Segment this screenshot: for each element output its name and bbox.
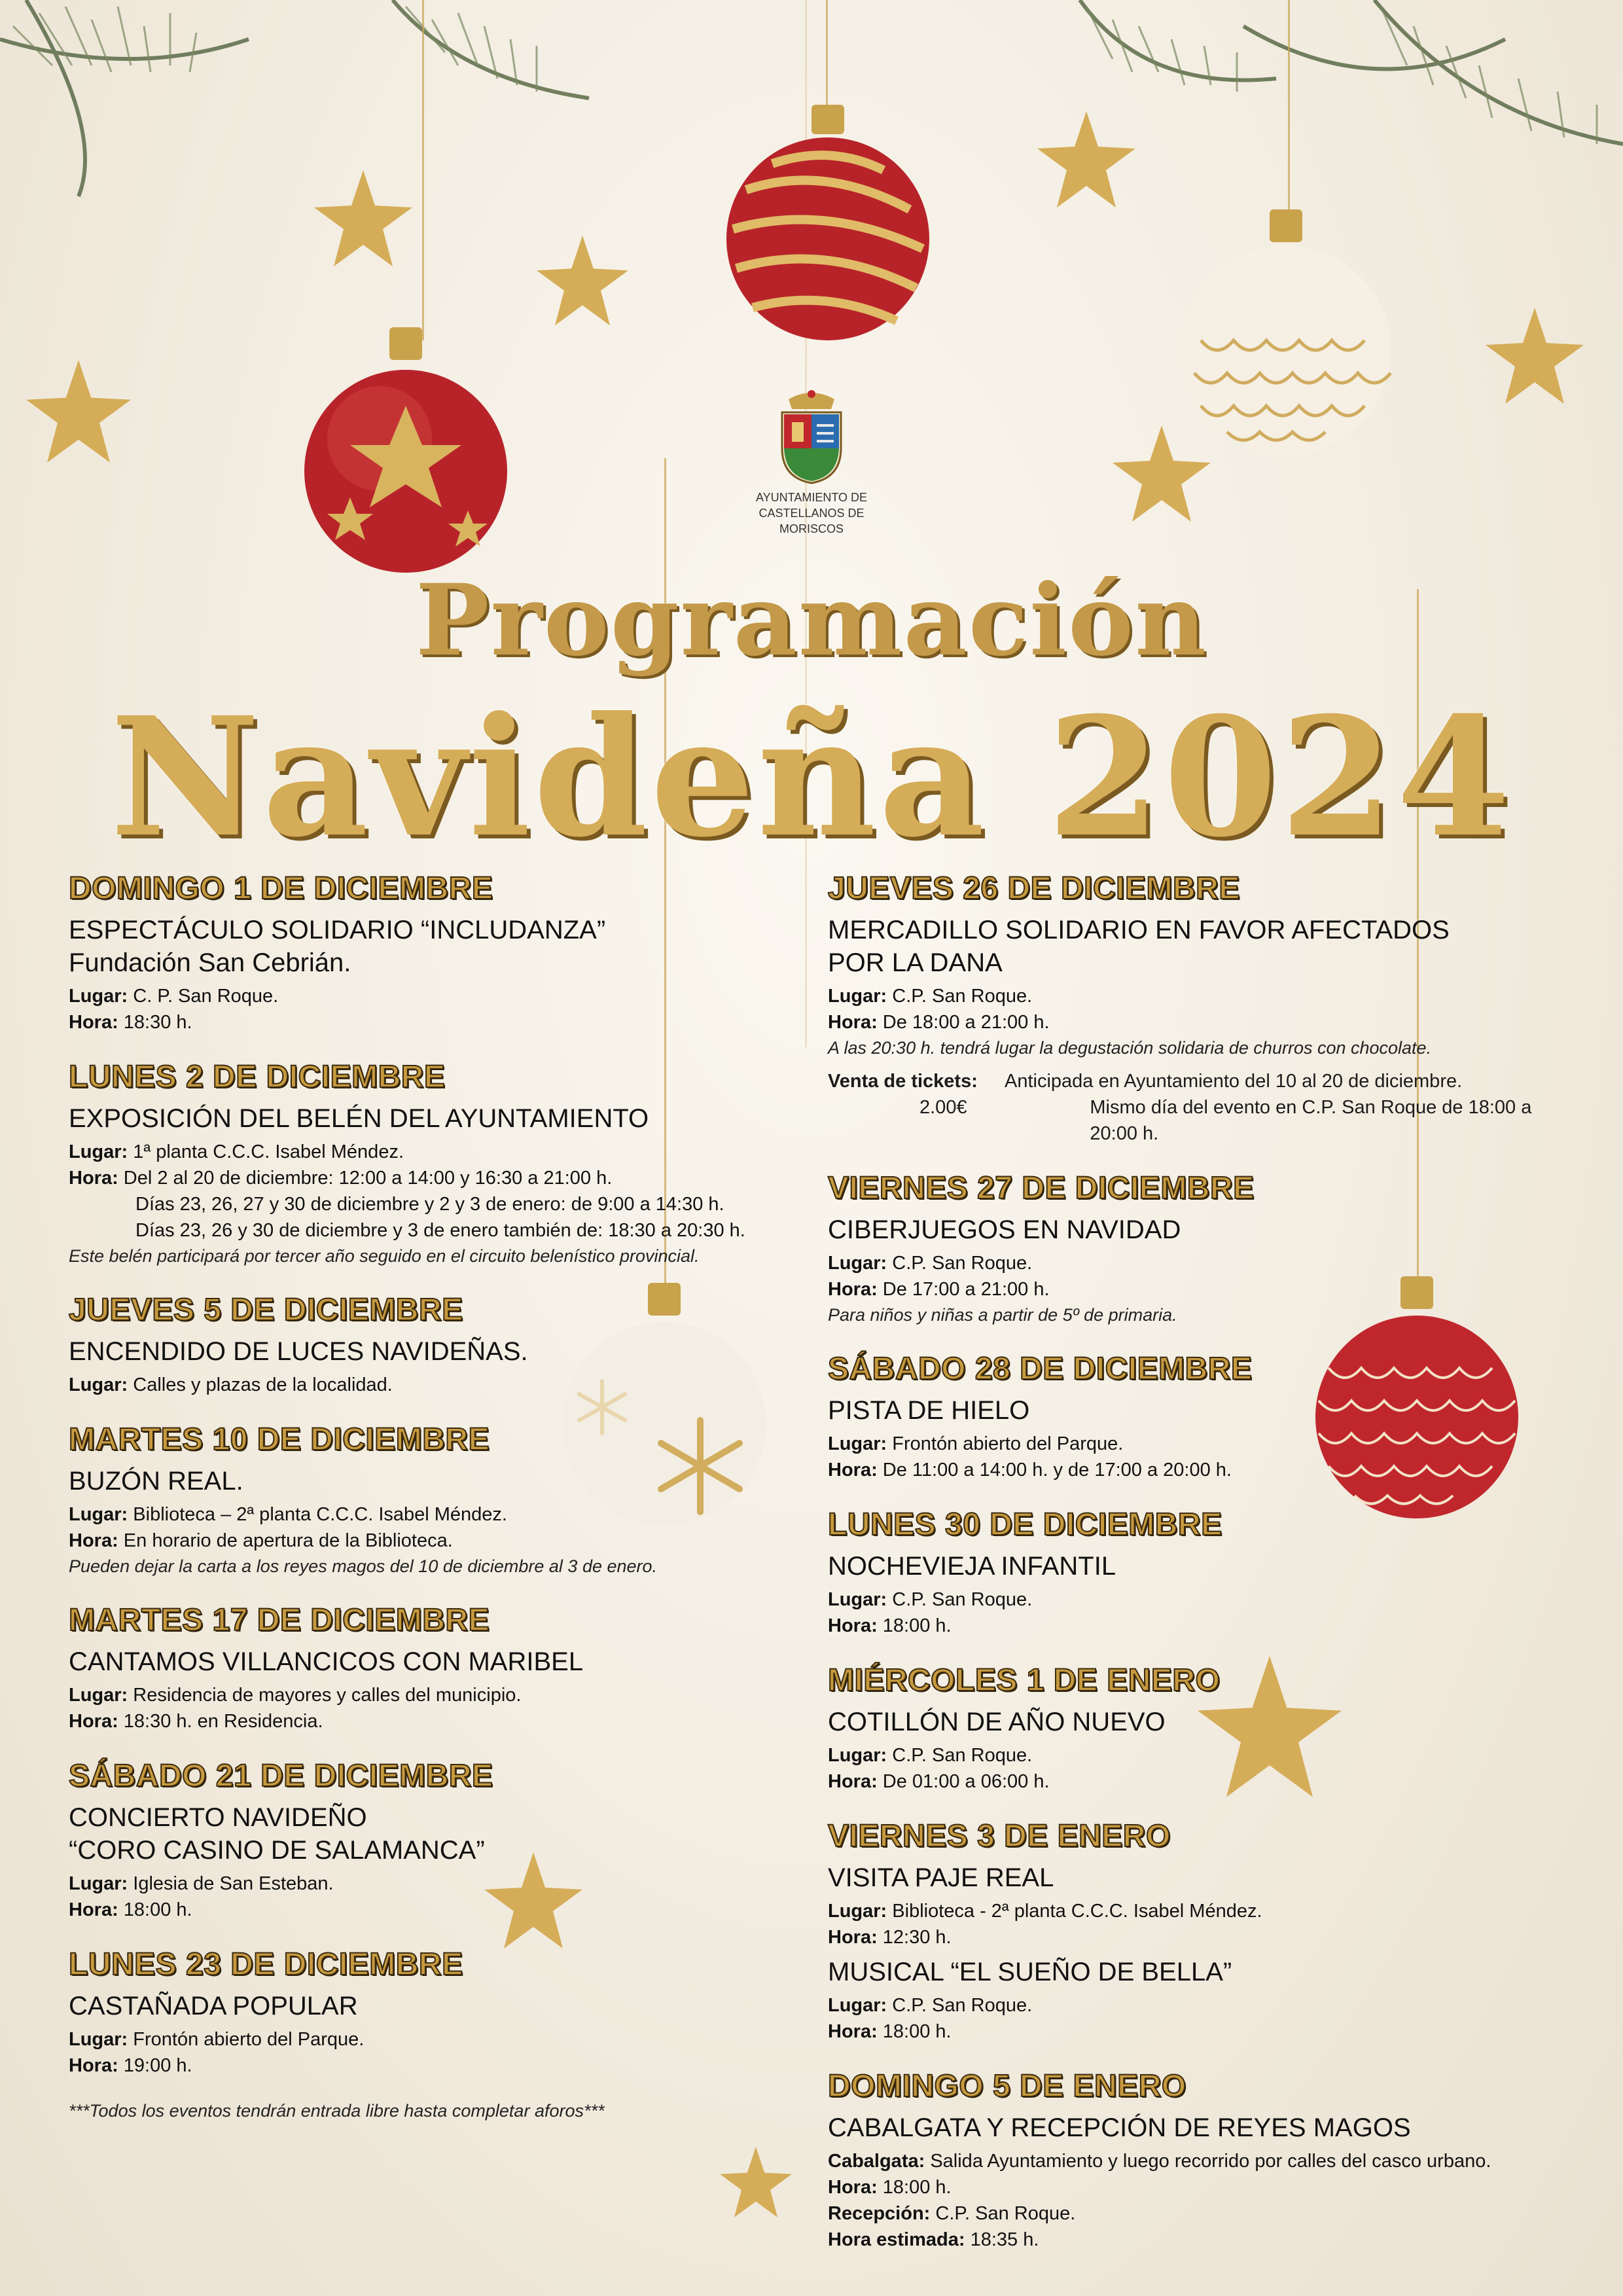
event-hora: Hora: De 11:00 a 14:00 h. y de 17:00 a 20:00 h. [828, 1460, 1232, 1480]
gold-star-icon [1037, 111, 1135, 209]
coat-of-arms-icon [772, 386, 851, 484]
event-name: CABALGATA Y RECEPCIÓN DE REYES MAGOS [828, 2113, 1411, 2142]
event-lugar: Lugar: 1ª planta C.C.C. Isabel Méndez. [69, 1141, 404, 1162]
event-lugar: Lugar: Frontón abierto del Parque. [69, 2029, 365, 2050]
event-note: A las 20:30 h. tendrá lugar la degustación solidaria de churros con chocolate. [828, 1038, 1432, 1058]
event-lugar: Lugar: Biblioteca - 2ª planta C.C.C. Isabel Méndez. [828, 1901, 1262, 1922]
event-name: MERCADILLO SOLIDARIO EN FAVOR AFECTADOS [828, 916, 1450, 944]
ornament-string [1288, 0, 1290, 216]
event-date: MIÉRCOLES 1 DE ENERO [828, 1663, 1221, 1698]
event-lugar: Lugar: C.P. San Roque. [828, 1745, 1033, 1766]
event-subtitle: Fundación San Cebrián. [69, 948, 351, 977]
tickets-same-day: Mismo día del evento en C.P. San Roque de 18:00 a 20:00 h. [1090, 1097, 1532, 1144]
event-dec-2 [69, 1059, 821, 1268]
town-logo [746, 386, 877, 537]
event-hora: Hora: De 01:00 a 06:00 h. [828, 1771, 1050, 1792]
title-navidena-2024: Navideña 2024 [110, 681, 1513, 873]
event-hora-musical: Hora: 18:00 h. [828, 2021, 952, 2042]
event-lugar: Lugar: Residencia de mayores y calles del municipio. [69, 1685, 522, 1706]
event-hora: Hora: 12:30 h. [828, 1927, 952, 1948]
tickets-label: Venta de tickets: [828, 1071, 978, 1092]
event-hora: Hora: 19:00 h. [69, 2055, 192, 2076]
gold-star-icon [1113, 425, 1211, 524]
event-cabalgata: Cabalgata: Salida Ayuntamiento y luego recorrido por calles del casco urbano. [828, 2151, 1491, 2172]
tickets-row-1 [828, 1068, 1567, 1094]
logo-caption-line1: AYUNTAMIENTO DE [755, 491, 867, 504]
event-hora: Hora: De 17:00 a 21:00 h. [828, 1279, 1050, 1300]
event-hora: Hora: 18:00 h. [69, 1899, 192, 1920]
event-name: VISITA PAJE REAL [828, 1863, 1054, 1892]
event-name: CASTAÑADA POPULAR [69, 1992, 358, 2020]
event-lugar: Lugar: C. P. San Roque. [69, 986, 279, 1007]
title-programacion: Programación [415, 563, 1208, 678]
event-name: PISTA DE HIELO [828, 1396, 1030, 1425]
event-dec-5 [69, 1292, 821, 1398]
event-lugar: Lugar: Calles y plazas de la localidad. [69, 1374, 393, 1395]
event-dec-28 [828, 1351, 1567, 1483]
event-date: VIERNES 27 DE DICIEMBRE [828, 1171, 1255, 1206]
event-dec-21 [69, 1758, 821, 1923]
event-hora-estimada: Hora estimada: 18:35 h. [828, 2229, 1039, 2250]
event-hora: Hora: De 18:00 a 21:00 h. [828, 1012, 1050, 1033]
event-jan-1 [828, 1662, 1567, 1795]
event-name: NOCHEVIEJA INFANTIL [828, 1552, 1116, 1581]
event-date: SÁBADO 28 DE DICIEMBRE [828, 1352, 1253, 1386]
event-hora: Hora: 18:00 h. [828, 2177, 952, 2198]
event-hora: Hora: 18:00 h. [828, 1615, 952, 1636]
event-date: MARTES 17 DE DICIEMBRE [69, 1603, 490, 1638]
event-hora: Hora: Del 2 al 20 de diciembre: 12:00 a 14:00 y 16:30 a 21:00 h. [69, 1168, 613, 1189]
event-date: JUEVES 5 DE DICIEMBRE [69, 1293, 463, 1327]
event-hora: Hora: 18:30 h. en Residencia. [69, 1711, 323, 1732]
event-dec-1 [69, 870, 821, 1035]
tickets-row-2 [828, 1094, 1567, 1147]
event-name: CANTAMOS VILLANCICOS CON MARIBEL [69, 1647, 584, 1676]
event-lugar: Lugar: C.P. San Roque. [828, 1589, 1033, 1610]
gold-star-icon [314, 170, 412, 268]
event-jan-5 [828, 2068, 1567, 2253]
event-lugar: Lugar: C.P. San Roque. [828, 986, 1033, 1007]
event-lugar: Lugar: C.P. San Roque. [828, 1253, 1033, 1274]
gold-star-icon [26, 360, 131, 465]
event-name: BUZÓN REAL. [69, 1467, 243, 1496]
event-name-musical: MUSICAL “EL SUEÑO DE BELLA” [828, 1958, 1232, 1986]
event-note: Para niños y niñas a partir de 5º de primaria. [828, 1305, 1177, 1325]
event-subtitle: POR LA DANA [828, 948, 1003, 977]
gold-star-icon [1486, 308, 1584, 406]
event-lugar: Lugar: Iglesia de San Esteban. [69, 1873, 334, 1894]
gold-star-icon [537, 236, 628, 327]
event-date: LUNES 2 DE DICIEMBRE [69, 1060, 446, 1094]
event-dec-27 [828, 1170, 1567, 1327]
event-name: EXPOSICIÓN DEL BELÉN DEL AYUNTAMIENTO [69, 1104, 649, 1133]
event-jan-3 [828, 1818, 1567, 2045]
event-date: SÁBADO 21 DE DICIEMBRE [69, 1759, 493, 1793]
event-date: LUNES 30 DE DICIEMBRE [828, 1507, 1222, 1542]
event-hora-line2: Días 23, 26, 27 y 30 de diciembre y 2 y 3 de enero: de 9:00 a 14:30 h. [135, 1194, 724, 1215]
ornament-string [422, 0, 424, 340]
right-column [828, 870, 1567, 2276]
ticket-price: 2.00€ [919, 1097, 967, 1118]
red-striped-ornament [720, 98, 936, 360]
event-note: Este belén participará por tercer año seguido en el circuito belenístico provincial. [69, 1246, 700, 1266]
event-dec-17 [69, 1602, 821, 1734]
event-date: LUNES 23 DE DICIEMBRE [69, 1947, 463, 1982]
event-date: VIERNES 3 DE ENERO [828, 1819, 1171, 1854]
event-date: DOMINGO 5 DE ENERO [828, 2069, 1186, 2104]
event-dec-26 [828, 870, 1567, 1147]
event-name: ENCENDIDO DE LUCES NAVIDEÑAS. [69, 1337, 528, 1366]
tickets-advance: Anticipada en Ayuntamiento del 10 al 20 de diciembre. [1005, 1071, 1463, 1092]
event-date: JUEVES 26 DE DICIEMBRE [828, 871, 1240, 906]
event-subtitle: “CORO CASINO DE SALAMANCA” [69, 1836, 485, 1865]
event-name: CIBERJUEGOS EN NAVIDAD [828, 1215, 1181, 1244]
event-date: DOMINGO 1 DE DICIEMBRE [69, 871, 493, 906]
event-dec-23 [69, 1946, 821, 2079]
event-lugar-musical: Lugar: C.P. San Roque. [828, 1995, 1033, 2016]
event-hora: Hora: En horario de apertura de la Biblioteca. [69, 1530, 453, 1551]
event-note: Pueden dejar la carta a los reyes magos del 10 de diciembre al 3 de enero. [69, 1556, 658, 1576]
logo-caption-line2: CASTELLANOS DE MORISCOS [758, 507, 865, 535]
event-dec-30 [828, 1507, 1567, 1639]
event-recepcion: Recepción: C.P. San Roque. [828, 2203, 1076, 2224]
footer-note: ***Todos los eventos tendrán entrada libre hasta completar aforos*** [69, 2101, 605, 2121]
ornament-string [826, 0, 828, 111]
gold-star-icon [720, 2147, 792, 2219]
event-name: COTILLÓN DE AÑO NUEVO [828, 1708, 1166, 1736]
event-name: ESPECTÁCULO SOLIDARIO “INCLUDANZA” [69, 916, 606, 944]
event-lugar: Lugar: Frontón abierto del Parque. [828, 1433, 1124, 1454]
event-hora-line3: Días 23, 26 y 30 de diciembre y 3 de enero también de: 18:30 a 20:30 h. [135, 1220, 745, 1241]
event-name: CONCIERTO NAVIDEÑO [69, 1803, 367, 1832]
event-hora: Hora: 18:30 h. [69, 1012, 192, 1033]
event-lugar: Lugar: Biblioteca – 2ª planta C.C.C. Isabel Méndez. [69, 1504, 507, 1525]
red-star-ornament [298, 314, 514, 596]
event-dec-10 [69, 1422, 821, 1579]
left-column [69, 870, 821, 2102]
event-date: MARTES 10 DE DICIEMBRE [69, 1422, 490, 1457]
